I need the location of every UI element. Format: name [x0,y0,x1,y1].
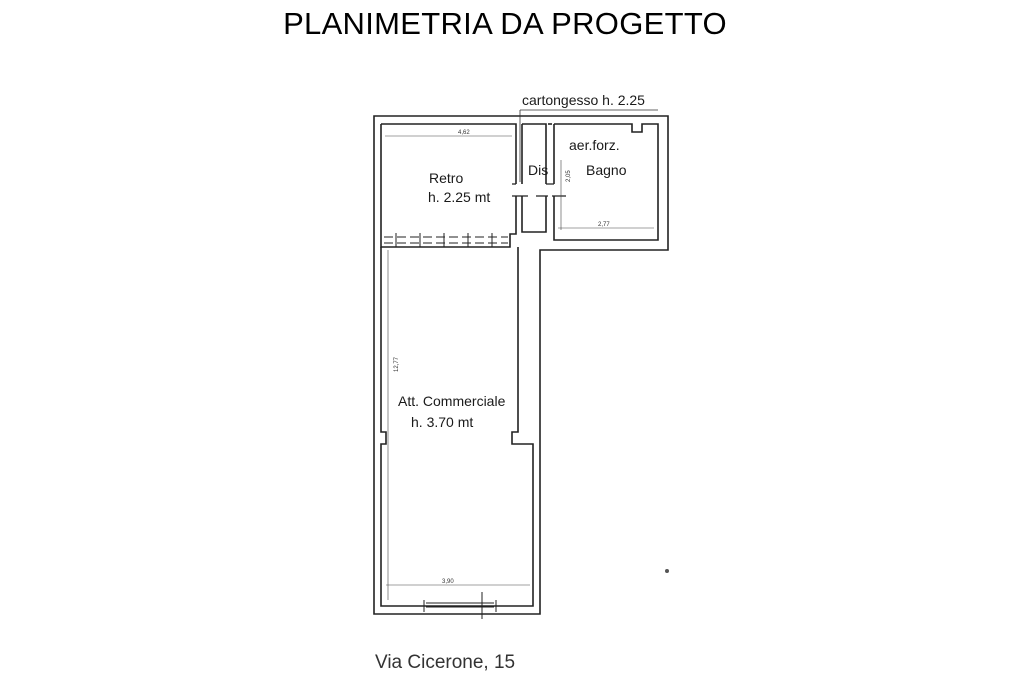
dimension-dis-depth: 2,05 [566,170,572,182]
address-label: Via Cicerone, 15 [375,652,516,673]
room-dis-label: Dis [528,162,549,178]
partition-annotation: cartongesso h. 2.25 [522,92,645,108]
room-commerciale-height: h. 3.70 mt [411,414,474,430]
room-bagno-label: Bagno [586,162,627,178]
room-commerciale-label: Att. Commerciale [398,393,506,409]
room-retro-label: Retro [429,170,464,186]
dis-walls [522,124,549,232]
dimension-length: 12,77 [394,356,400,372]
outer-wall [374,116,668,614]
dimension-front-width: 3,90 [442,579,454,585]
dimension-retro-width: 4,62 [458,130,470,136]
dimension-bagno-width: 2,77 [598,222,610,228]
ventilation-annotation: aer.forz. [569,137,620,153]
page-title: PLANIMETRIA DA PROGETTO [283,6,727,41]
room-retro-height: h. 2.25 mt [428,189,491,205]
